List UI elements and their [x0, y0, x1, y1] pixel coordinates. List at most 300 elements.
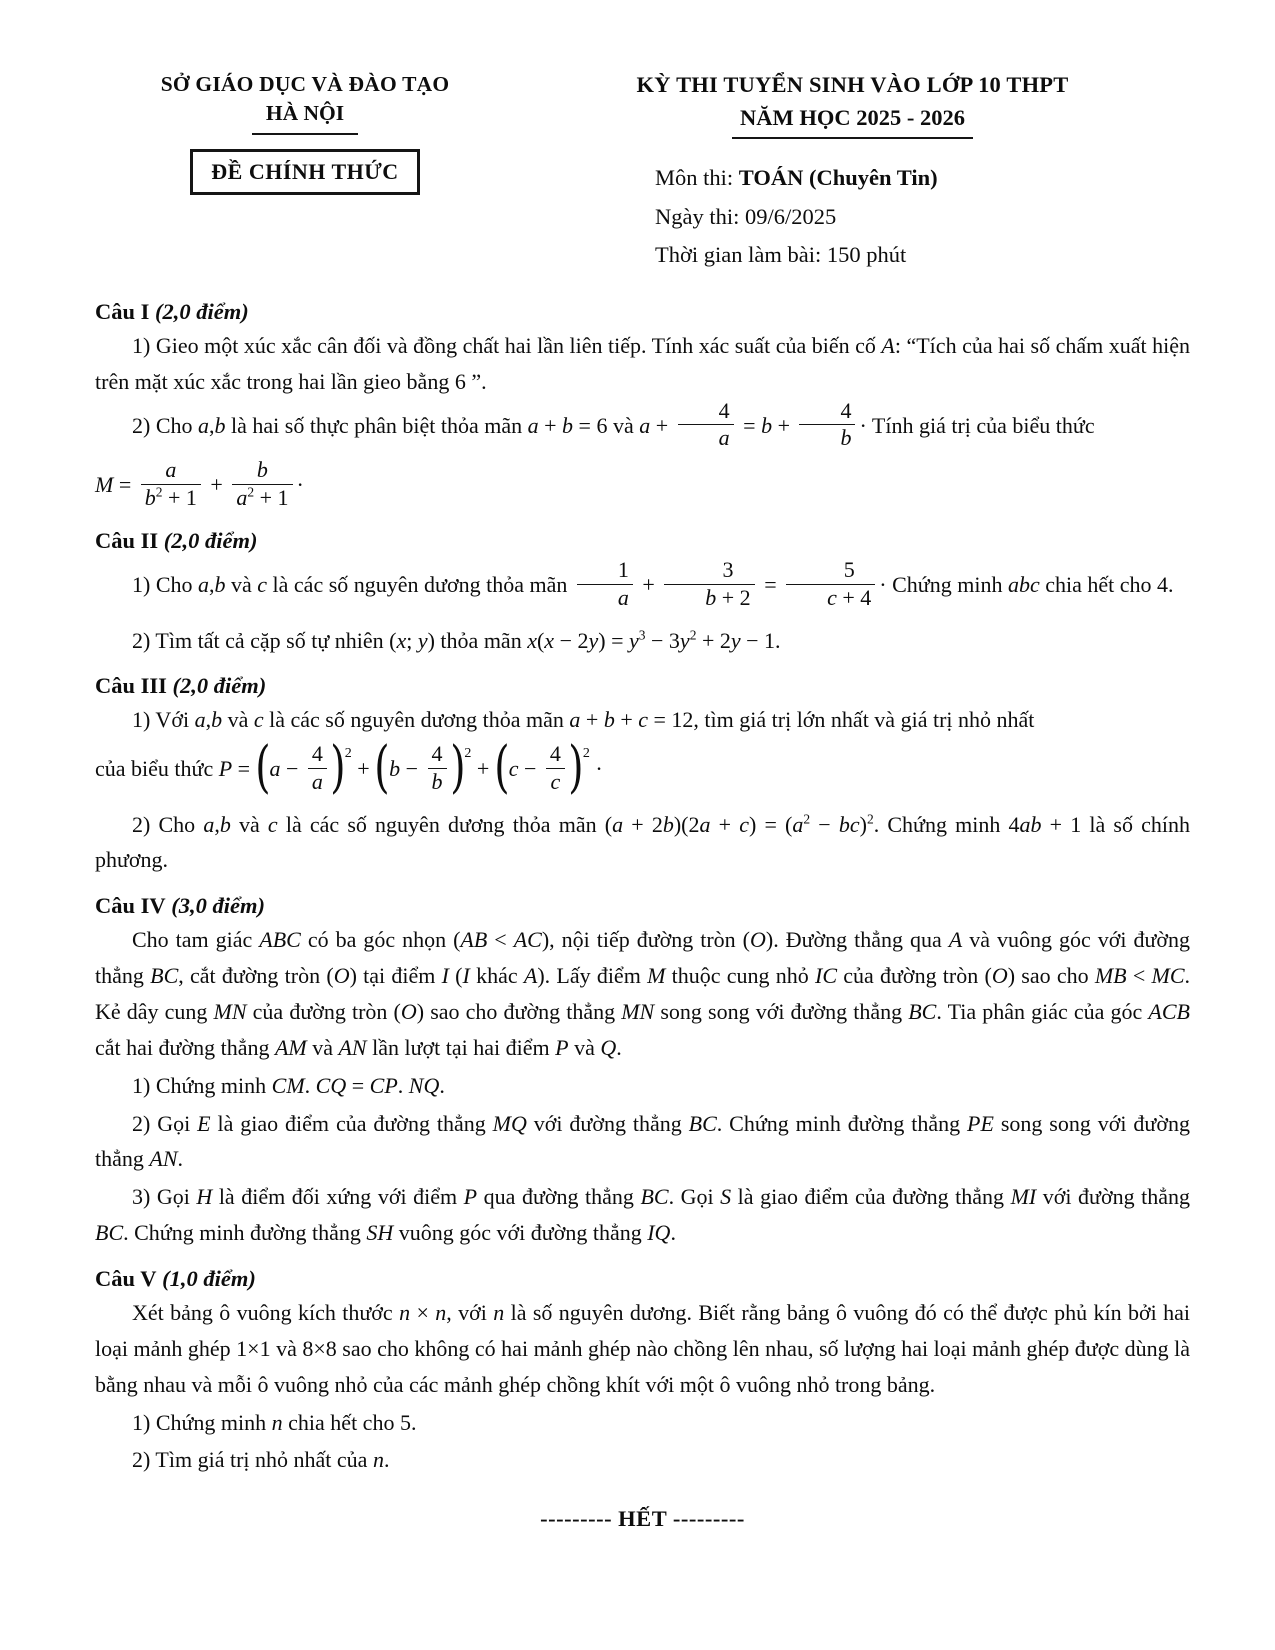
math-variable: O [400, 998, 417, 1024]
question-item [95, 1295, 1190, 1403]
fraction-numerator [664, 558, 754, 584]
section-number: Câu V [95, 1265, 157, 1291]
fraction [678, 399, 734, 451]
math-variable: c [550, 768, 561, 794]
math-text: . Chứng minh 4 [873, 811, 1020, 837]
math-text: là các số nguyên dương thỏa mãn [263, 707, 570, 733]
big-paren: ) [568, 734, 584, 800]
math-variable: Q [600, 1034, 617, 1060]
math-variable: O [333, 963, 350, 989]
math-variable: PE [967, 1110, 994, 1136]
math-text: 4 [311, 741, 323, 767]
exam-header [95, 72, 1190, 275]
math-variable: E [197, 1110, 211, 1136]
superscript: 3 [638, 627, 646, 643]
math-variable: b [211, 707, 223, 733]
question-item [95, 1405, 1190, 1441]
math-variable: BC [908, 998, 937, 1024]
math-variable: BC [150, 963, 179, 989]
math-text: = 6 và [573, 412, 640, 438]
math-text: + 2 [696, 627, 731, 653]
math-text: ) thỏa mãn [427, 627, 528, 653]
math-text: . [670, 1220, 676, 1246]
math-variable: c [739, 811, 749, 837]
formula-line [95, 457, 1190, 513]
math-text: + 1 là số chính phương. [95, 811, 1191, 873]
math-variable: c [508, 756, 519, 782]
math-text: − [810, 811, 839, 837]
math-text: ). Lấy điểm [537, 963, 648, 989]
math-text: là các số nguyên dương thỏa mãn ( [277, 811, 613, 837]
math-variable: M [95, 472, 114, 498]
math-text: ) tại điểm [349, 963, 442, 989]
math-text: . Gọi [668, 1184, 721, 1210]
math-variable: b [389, 756, 401, 782]
math-text: chia hết cho 5. [282, 1409, 417, 1435]
math-text: và [568, 1034, 601, 1060]
math-text: 5 [843, 557, 855, 583]
section-points: (2,0 điểm) [158, 528, 258, 554]
date-line: Ngày thi: 09/6/2025 [655, 203, 837, 229]
subject-line [655, 159, 1190, 198]
fraction [664, 558, 754, 610]
question-item [95, 557, 1190, 613]
formula-line [95, 734, 1190, 800]
math-text: )(2 [673, 811, 700, 837]
superscript: 2 [866, 811, 874, 827]
duration-line: Thời gian làm bài: 150 phút [655, 242, 907, 268]
math-text: của đường tròn ( [246, 998, 401, 1024]
math-text: ) [859, 811, 867, 837]
math-variable: IQ [647, 1220, 671, 1246]
math-text: ( [536, 627, 545, 653]
fraction [308, 742, 327, 794]
fraction-denominator [786, 584, 875, 611]
math-variable: a [639, 412, 651, 438]
math-text: ) sao cho đường thẳng [416, 998, 622, 1024]
math-text: + 1 [162, 484, 197, 510]
section-heading [95, 673, 1190, 699]
math-text: − 2 [554, 627, 589, 653]
math-text: là điểm đối xứng với điểm [212, 1184, 464, 1210]
math-variable: SH [366, 1220, 394, 1246]
math-variable: y [417, 627, 428, 653]
math-variable: CP [369, 1072, 398, 1098]
math-variable: b [214, 572, 226, 598]
superscript: 2 [803, 811, 811, 827]
math-text: là các số nguyên dương thỏa mãn [267, 572, 573, 598]
official-exam-stamp: ĐỀ CHÍNH THỨC [190, 149, 419, 195]
math-variable: n [271, 1409, 283, 1435]
math-text: < [487, 927, 514, 953]
math-variable: b [219, 811, 231, 837]
math-variable: BC [688, 1110, 717, 1136]
math-text: Cho tam giác [132, 927, 260, 953]
math-text: + [580, 707, 604, 733]
math-variable: y [679, 627, 690, 653]
superscript: 2 [247, 484, 255, 500]
math-text: · Tính giá trị của biểu thức [859, 412, 1095, 438]
math-text: ) = [598, 627, 629, 653]
math-text: là số nguyên dương. Biết rằng bảng ô vuông đó có thể được phủ kín bởi hai loại mảnh ghép 1×1 và 8×8 sao cho không có hai mảnh ghép nào chồng lên nhau, số lượng hai loại mảnh ghép được dùng là bằng nhau và mỗi ô vuông nhỏ của các mảnh ghép chồng khít với một ô vuông nhỏ trong bảng. [95, 1299, 1191, 1397]
math-text: 1) Gieo một xúc xắc cân đối và đồng chất hai lần liên tiếp. Tính xác suất của biến cố [132, 333, 882, 359]
exam-info [655, 159, 1190, 275]
fraction [428, 742, 447, 794]
question-item [95, 623, 1190, 659]
math-variable: A [948, 927, 963, 953]
fraction-numerator [577, 558, 633, 584]
math-text: − [518, 756, 542, 782]
math-text: , [205, 707, 212, 733]
math-variable: P [555, 1034, 569, 1060]
math-text: 2) Tìm giá trị nhỏ nhất của [132, 1447, 373, 1473]
math-variable: n [435, 1299, 447, 1325]
math-variable: a [269, 756, 281, 782]
fraction [799, 399, 855, 451]
math-text: + [538, 412, 563, 438]
section-number: Câu III [95, 673, 167, 699]
math-text: ) sao cho [1007, 963, 1095, 989]
math-variable: c [253, 707, 264, 733]
math-variable: ACB [1148, 998, 1190, 1024]
question-item [95, 702, 1190, 738]
section-points: (3,0 điểm) [165, 893, 266, 919]
math-text: ( [448, 963, 463, 989]
math-variable: MB [1094, 963, 1127, 989]
math-text: qua đường thẳng [477, 1184, 641, 1210]
math-text: + [471, 756, 495, 782]
math-text: ; [406, 627, 418, 653]
math-text: và [222, 707, 254, 733]
math-text: Xét bảng ô vuông kích thước [132, 1299, 400, 1325]
math-variable: BC [640, 1184, 669, 1210]
math-text: và [225, 572, 258, 598]
fraction-numerator [428, 742, 447, 768]
section-heading [95, 528, 1190, 554]
math-variable: H [196, 1184, 213, 1210]
math-variable: O [991, 963, 1008, 989]
math-variable: b [431, 768, 443, 794]
math-variable: a [165, 457, 177, 483]
fraction-denominator [546, 768, 565, 795]
exam-title: KỲ THI TUYỂN SINH VÀO LỚP 10 THPT [636, 72, 1069, 97]
math-variable: b [705, 584, 717, 610]
fraction [232, 458, 292, 510]
math-variable: abc [1007, 572, 1040, 598]
question-item [95, 397, 1190, 454]
math-variable: x [527, 627, 537, 653]
math-text: và [306, 1034, 339, 1060]
math-variable: a [527, 412, 539, 438]
math-text: 1) Chứng minh [132, 1409, 272, 1435]
math-text: lần lượt tại hai điểm [366, 1034, 556, 1060]
fraction [786, 558, 875, 610]
math-variable: n [493, 1299, 505, 1325]
question-item [95, 328, 1190, 400]
math-text: ), nội tiếp đường tròn ( [541, 927, 751, 953]
math-text: , [214, 811, 220, 837]
math-variable: P [463, 1184, 478, 1210]
math-variable: a [612, 811, 624, 837]
math-text: . Tia phân giác của góc [936, 998, 1149, 1024]
math-variable: a [198, 572, 209, 598]
math-text: của đường tròn ( [837, 963, 992, 989]
math-text: = [737, 412, 762, 438]
math-variable: NQ [408, 1072, 440, 1098]
section-points: (2,0 điểm) [166, 673, 267, 699]
math-variable: y [628, 627, 639, 653]
fraction-denominator [428, 768, 447, 795]
math-variable: O [750, 927, 766, 953]
math-text: = [758, 572, 783, 598]
big-paren: ( [374, 734, 390, 800]
math-text: , với [446, 1299, 494, 1325]
math-variable: IC [815, 963, 837, 989]
math-text: × [410, 1299, 436, 1325]
math-text: + 1 [254, 484, 289, 510]
fraction-numerator [678, 399, 734, 425]
math-text: + [351, 756, 376, 782]
math-text: , [209, 412, 215, 438]
math-text: + [650, 412, 674, 438]
section-heading [95, 299, 1190, 325]
math-variable: a [203, 811, 215, 837]
subject-value: TOÁN (Chuyên Tin) [738, 165, 938, 190]
math-variable: a [792, 811, 804, 837]
math-variable: a [194, 707, 206, 733]
math-variable: BC [95, 1220, 124, 1246]
math-text: − 3 [645, 627, 680, 653]
math-text: ) = ( [748, 811, 793, 837]
fraction-denominator [577, 584, 633, 611]
question-item [95, 1068, 1190, 1104]
math-text: 3 [722, 557, 734, 583]
math-text: < [1126, 963, 1152, 989]
math-text: . [397, 1072, 409, 1098]
question-item [95, 1179, 1190, 1251]
math-text: − [400, 756, 424, 782]
math-text: cắt hai đường thẳng [95, 1034, 275, 1060]
math-variable: AC [513, 927, 542, 953]
math-text: 3) Gọi [132, 1184, 197, 1210]
math-variable: b [603, 707, 615, 733]
math-variable: a [198, 412, 209, 438]
exam-body [95, 299, 1190, 1478]
math-text: song song với đường thẳng [95, 1110, 1190, 1172]
header-right [515, 72, 1190, 275]
math-variable: A [881, 333, 895, 359]
math-variable: a [718, 425, 730, 451]
math-text: 2) Cho [132, 811, 204, 837]
math-text: với đường thẳng [526, 1110, 689, 1136]
math-text: = [232, 756, 256, 782]
big-paren: ( [254, 734, 271, 800]
math-text: . Chứng minh đường thẳng [123, 1220, 367, 1246]
math-text: 1) Cho [132, 572, 198, 598]
math-text: là giao điểm của đường thẳng [731, 1184, 1011, 1210]
math-text: · [296, 472, 304, 498]
math-text: − [280, 756, 304, 782]
math-text: của biểu thức [95, 756, 219, 782]
fraction-denominator [141, 484, 201, 511]
city-name: HÀ NỘI [252, 101, 358, 135]
math-variable: MQ [492, 1110, 527, 1136]
school-year: NĂM HỌC 2025 - 2026 [732, 105, 973, 139]
math-text: + [772, 412, 796, 438]
math-variable: A [523, 963, 538, 989]
math-variable: CQ [315, 1072, 347, 1098]
fraction-denominator [308, 768, 327, 795]
superscript: 2 [689, 627, 697, 643]
section-number: Câu I [95, 299, 150, 325]
math-variable: b [840, 425, 852, 451]
fraction-numerator [308, 742, 327, 768]
math-variable: c [257, 572, 268, 598]
math-text: song song với đường thẳng [654, 998, 909, 1024]
section-points: (2,0 điểm) [149, 299, 249, 325]
math-variable: MN [621, 998, 655, 1024]
math-variable: ABC [259, 927, 301, 953]
fraction [141, 458, 201, 510]
math-text: , [209, 572, 215, 598]
section-heading [95, 1266, 1190, 1292]
math-text: 1) Chứng minh [132, 1072, 272, 1098]
superscript: 2 [582, 746, 590, 762]
math-text: chia hết cho 4. [1039, 572, 1174, 598]
superscript: 2 [344, 746, 352, 762]
math-text: , cắt đường tròn ( [178, 963, 334, 989]
math-variable: M [647, 963, 666, 989]
math-text: và [230, 811, 268, 837]
math-text: khác [469, 963, 524, 989]
math-variable: c [638, 707, 649, 733]
math-variable: a [617, 584, 629, 610]
math-variable: AB [460, 927, 488, 953]
math-text: = [346, 1072, 370, 1098]
math-variable: x [396, 627, 407, 653]
math-text: − 1. [740, 627, 781, 653]
math-text: 4 [431, 741, 443, 767]
math-text: . [383, 1447, 390, 1473]
section-number: Câu IV [95, 893, 166, 919]
math-variable: a [236, 484, 248, 510]
math-text: 1) Với [132, 707, 195, 733]
math-variable: b [761, 412, 773, 438]
math-text: . Kẻ dây cung [95, 963, 1190, 1024]
math-text: thuộc cung nhỏ [665, 963, 815, 989]
math-variable: b [256, 457, 268, 483]
math-variable: a [569, 707, 581, 733]
math-text: = [113, 472, 137, 498]
math-variable: P [218, 756, 233, 782]
math-variable: CM [271, 1072, 305, 1098]
math-variable: I [441, 963, 449, 989]
fraction-numerator [546, 742, 565, 768]
fraction-numerator [141, 458, 201, 484]
math-text: . [616, 1034, 622, 1060]
section-number: Câu II [95, 528, 159, 554]
big-paren: ) [449, 734, 466, 800]
math-text: 4 [718, 397, 730, 423]
big-paren: ) [330, 734, 346, 800]
math-variable: a [311, 768, 323, 794]
math-text: . Chứng minh đường thẳng [716, 1110, 968, 1136]
math-text: 2) Cho [132, 412, 198, 438]
fraction-denominator [799, 424, 855, 451]
subject-label: Môn thi: [655, 165, 739, 190]
math-text: + 2 [716, 584, 751, 610]
math-variable: b [562, 412, 574, 438]
math-text: = 12, tìm giá trị lớn nhất và giá trị nhỏ nhất [648, 707, 1035, 733]
fraction [577, 558, 633, 610]
big-paren: ( [494, 734, 510, 800]
question-item [95, 1106, 1190, 1178]
math-variable: bc [838, 811, 860, 837]
question-item [95, 922, 1190, 1065]
math-text: vuông góc với đường thẳng [393, 1220, 648, 1246]
header-left [95, 72, 515, 195]
fraction-numerator [799, 399, 855, 425]
fraction [546, 742, 565, 794]
math-variable: MI [1010, 1184, 1037, 1210]
math-variable: b [144, 484, 156, 510]
math-variable: MN [213, 998, 247, 1024]
question-item [95, 807, 1190, 879]
math-text: 2) Tìm tất cả cặp số tự nhiên ( [132, 627, 397, 653]
fraction-denominator [678, 424, 734, 451]
fraction-denominator [664, 584, 754, 611]
superscript: 2 [464, 746, 472, 762]
math-variable: AM [274, 1034, 307, 1060]
math-text: 4 [549, 741, 561, 767]
math-variable: S [720, 1184, 732, 1210]
math-text: + [710, 811, 740, 837]
math-text: và vuông góc với đường thẳng [95, 927, 1191, 989]
math-variable: a [699, 811, 711, 837]
math-text: + [636, 572, 661, 598]
math-variable: b [214, 412, 226, 438]
math-variable: n [399, 1299, 411, 1325]
math-variable: y [730, 627, 741, 653]
math-text: 1 [617, 557, 629, 583]
math-variable: y [588, 627, 599, 653]
math-text: + [204, 472, 229, 498]
math-variable: c [827, 584, 837, 610]
math-variable: ab [1019, 811, 1042, 837]
math-text: · Chứng minh [879, 572, 1008, 598]
end-mark: --------- HẾT --------- [540, 1506, 745, 1532]
math-text: 4 [840, 397, 852, 423]
math-variable: x [544, 627, 555, 653]
section-heading [95, 893, 1190, 919]
math-variable: n [372, 1447, 384, 1473]
superscript: 2 [155, 484, 163, 500]
math-text: . [439, 1072, 445, 1098]
fraction-numerator [786, 558, 875, 584]
math-text: là hai số thực phân biệt thỏa mãn [225, 412, 528, 438]
math-variable: AN [338, 1034, 367, 1060]
math-variable: AN [149, 1146, 178, 1172]
math-text: : “Tích của hai số chấm xuất hiện trên mặt xúc xắc trong hai lần gieo bằng 6 ”. [95, 333, 1190, 394]
math-text: · [589, 756, 603, 782]
math-text: có ba góc nhọn ( [300, 927, 461, 953]
math-text: với đường thẳng [1036, 1184, 1191, 1210]
math-text: + [614, 707, 639, 733]
math-text: 2) Gọi [132, 1110, 198, 1136]
math-variable: c [267, 811, 278, 837]
section-points: (1,0 điểm) [156, 1265, 256, 1291]
department-name: SỞ GIÁO DỤC VÀ ĐÀO TẠO [160, 72, 450, 96]
